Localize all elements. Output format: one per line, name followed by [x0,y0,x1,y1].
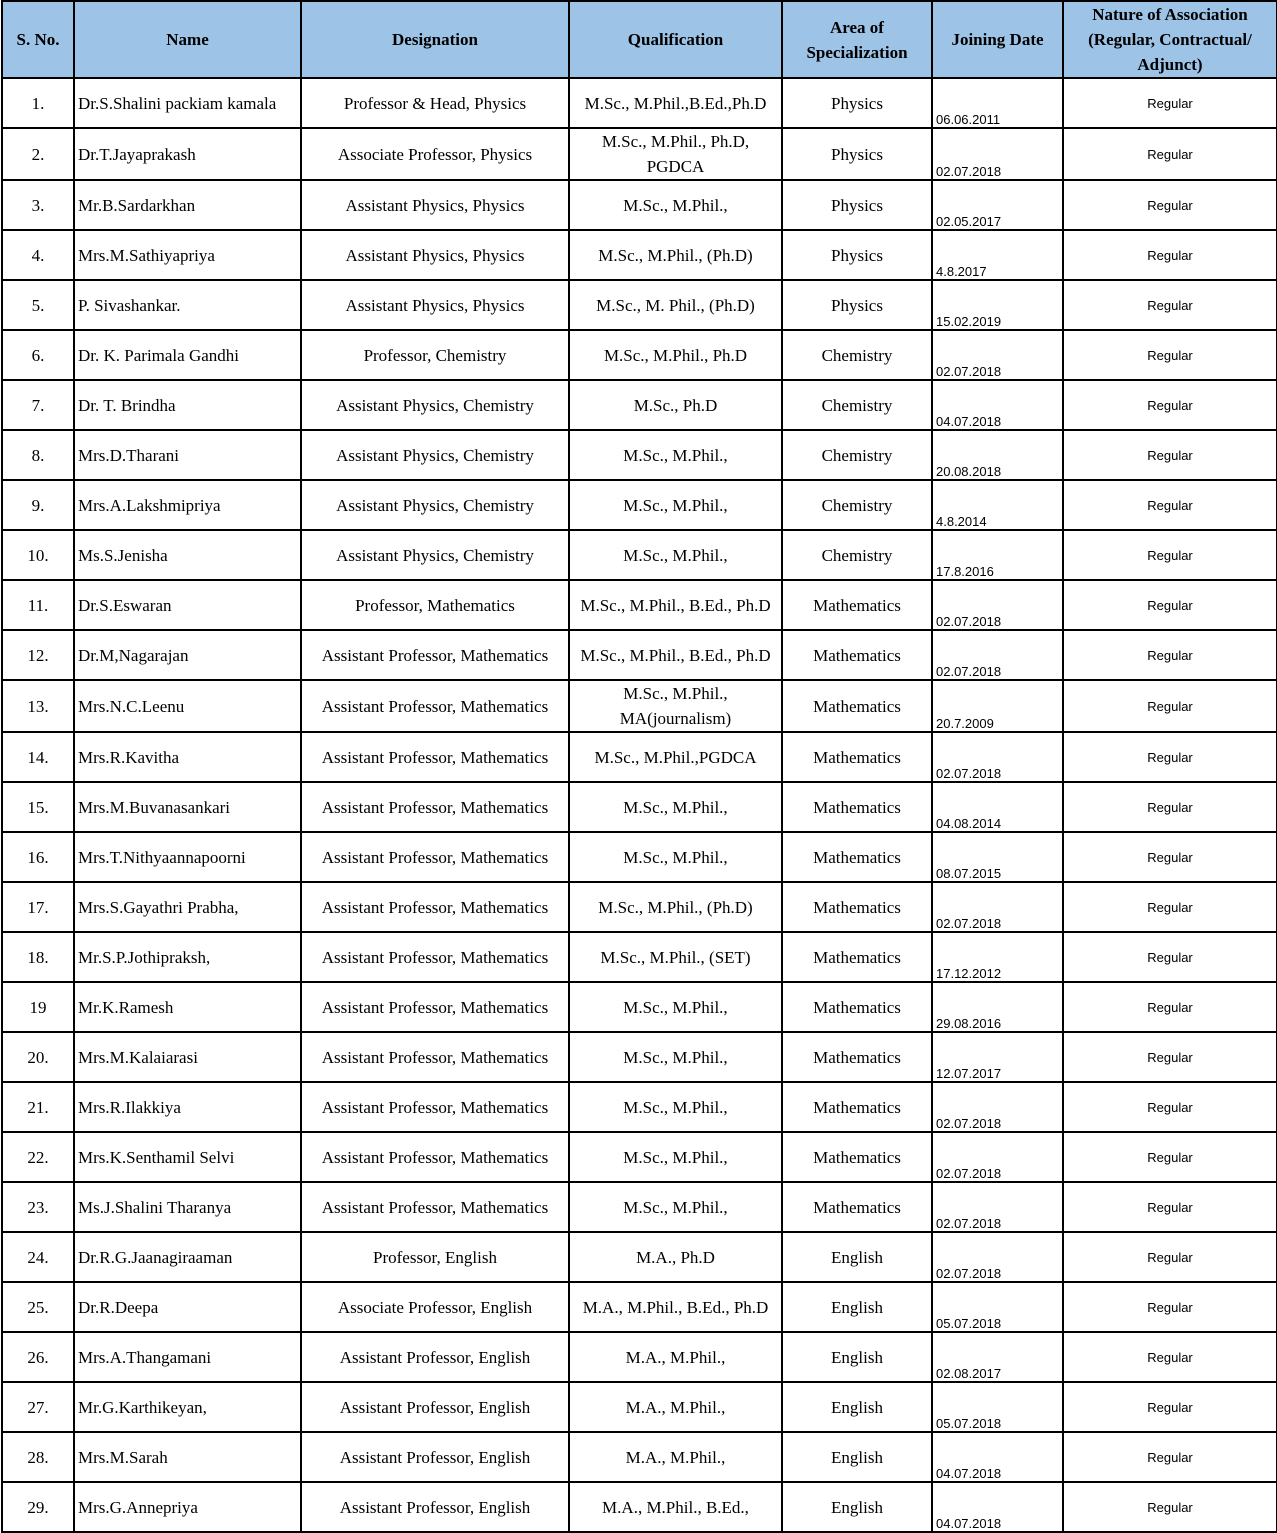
serial-number-cell: 18. [2,932,74,982]
nature-cell: Regular [1063,882,1277,932]
joining-date-cell: 04.08.2014 [932,782,1063,832]
table-row [2,1282,1277,1332]
specialization-cell: Mathematics [782,782,932,832]
nature-cell: Regular [1063,1132,1277,1182]
qualification-cell: M.Sc., M.Phil., (Ph.D) [569,230,782,280]
designation-cell: Professor, Chemistry [301,330,569,380]
serial-number-cell: 29. [2,1482,74,1532]
qualification-cell: M.Sc., M.Phil., MA(journalism) [569,680,782,732]
name-cell: Mrs.K.Senthamil Selvi [74,1132,301,1182]
serial-number-cell: 19 [2,982,74,1032]
qualification-cell: M.Sc., M.Phil., [569,1132,782,1182]
table-row [2,1182,1277,1232]
table-row [2,580,1277,630]
name-cell: Mr.K.Ramesh [74,982,301,1032]
serial-number-cell: 5. [2,280,74,330]
specialization-cell: English [782,1482,932,1532]
header-joining-date: Joining Date [932,1,1063,78]
nature-cell: Regular [1063,782,1277,832]
table-row [2,380,1277,430]
name-cell: Mr.G.Karthikeyan, [74,1382,301,1432]
designation-cell: Professor, English [301,1232,569,1282]
table-row [2,782,1277,832]
specialization-cell: Mathematics [782,680,932,732]
nature-cell: Regular [1063,1082,1277,1132]
designation-cell: Assistant Physics, Physics [301,230,569,280]
nature-cell: Regular [1063,280,1277,330]
name-cell: Dr. T. Brindha [74,380,301,430]
specialization-cell: English [782,1382,932,1432]
designation-cell: Assistant Professor, Mathematics [301,832,569,882]
qualification-cell: M.Sc., M.Phil., [569,430,782,480]
specialization-cell: English [782,1432,932,1482]
name-cell: Mrs.R.Kavitha [74,732,301,782]
nature-cell: Regular [1063,380,1277,430]
table-header [2,1,1277,78]
designation-cell: Assistant Professor, Mathematics [301,732,569,782]
name-cell: Mrs.M.Sathiyapriya [74,230,301,280]
serial-number-cell: 27. [2,1382,74,1432]
nature-cell: Regular [1063,180,1277,230]
specialization-cell: Chemistry [782,430,932,480]
joining-date-cell: 4.8.2014 [932,480,1063,530]
designation-cell: Professor, Mathematics [301,580,569,630]
qualification-cell: M.Sc., M.Phil., B.Ed., Ph.D [569,630,782,680]
qualification-cell: M.Sc., M.Phil.,PGDCA [569,732,782,782]
designation-cell: Assistant Professor, Mathematics [301,1082,569,1132]
serial-number-cell: 8. [2,430,74,480]
nature-cell: Regular [1063,1332,1277,1382]
nature-cell: Regular [1063,1032,1277,1082]
serial-number-cell: 22. [2,1132,74,1182]
qualification-cell: M.A., M.Phil., [569,1332,782,1382]
name-cell: Mrs.M.Buvanasankari [74,782,301,832]
serial-number-cell: 15. [2,782,74,832]
joining-date-cell: 02.07.2018 [932,1082,1063,1132]
specialization-cell: Chemistry [782,530,932,580]
table-row [2,1382,1277,1432]
qualification-cell: M.Sc., M.Phil., [569,480,782,530]
name-cell: Mrs.D.Tharani [74,430,301,480]
serial-number-cell: 10. [2,530,74,580]
joining-date-cell: 02.07.2018 [932,580,1063,630]
qualification-cell: M.Sc., M.Phil., (Ph.D) [569,882,782,932]
table-row [2,932,1277,982]
name-cell: Mrs.T.Nithyaannapoorni [74,832,301,882]
name-cell: Mrs.M.Sarah [74,1432,301,1482]
nature-cell: Regular [1063,530,1277,580]
qualification-cell: M.Sc., M.Phil., [569,982,782,1032]
designation-cell: Assistant Professor, English [301,1432,569,1482]
designation-cell: Assistant Professor, Mathematics [301,932,569,982]
serial-number-cell: 13. [2,680,74,732]
serial-number-cell: 17. [2,882,74,932]
table-row [2,1132,1277,1182]
specialization-cell: Mathematics [782,832,932,882]
nature-cell: Regular [1063,580,1277,630]
table-row [2,1482,1277,1532]
name-cell: Mrs.A.Lakshmipriya [74,480,301,530]
nature-cell: Regular [1063,680,1277,732]
header-designation: Designation [301,1,569,78]
qualification-cell: M.Sc., M.Phil., B.Ed., Ph.D [569,580,782,630]
specialization-cell: Mathematics [782,1132,932,1182]
joining-date-cell: 02.07.2018 [932,330,1063,380]
joining-date-cell: 12.07.2017 [932,1032,1063,1082]
header-sno: S. No. [2,1,74,78]
table-row [2,882,1277,932]
name-cell: Dr. K. Parimala Gandhi [74,330,301,380]
joining-date-cell: 02.08.2017 [932,1332,1063,1382]
qualification-cell: M.Sc., M.Phil., [569,1082,782,1132]
designation-cell: Assistant Professor, Mathematics [301,680,569,732]
nature-cell: Regular [1063,230,1277,280]
serial-number-cell: 14. [2,732,74,782]
qualification-cell: M.Sc., M.Phil., [569,180,782,230]
designation-cell: Assistant Professor, Mathematics [301,1182,569,1232]
serial-number-cell: 20. [2,1032,74,1082]
serial-number-cell: 26. [2,1332,74,1382]
header-area-of-specialization: Area of Specialization [782,1,932,78]
serial-number-cell: 21. [2,1082,74,1132]
nature-cell: Regular [1063,732,1277,782]
faculty-table [1,0,1277,1533]
nature-cell: Regular [1063,430,1277,480]
serial-number-cell: 3. [2,180,74,230]
nature-cell: Regular [1063,128,1277,180]
qualification-cell: M.Sc., M.Phil., (SET) [569,932,782,982]
designation-cell: Assistant Professor, Mathematics [301,630,569,680]
designation-cell: Assistant Physics, Chemistry [301,380,569,430]
name-cell: Dr.T.Jayaprakash [74,128,301,180]
specialization-cell: English [782,1332,932,1382]
table-row [2,1232,1277,1282]
qualification-cell: M.Sc., M.Phil., [569,832,782,882]
designation-cell: Assistant Professor, Mathematics [301,982,569,1032]
specialization-cell: English [782,1232,932,1282]
joining-date-cell: 08.07.2015 [932,832,1063,882]
nature-cell: Regular [1063,480,1277,530]
designation-cell: Assistant Professor, Mathematics [301,882,569,932]
designation-cell: Assistant Professor, English [301,1482,569,1532]
name-cell: Mr.S.P.Jothipraksh, [74,932,301,982]
name-cell: Mr.B.Sardarkhan [74,180,301,230]
table-body [2,78,1277,1532]
name-cell: Ms.J.Shalini Tharanya [74,1182,301,1232]
specialization-cell: Physics [782,128,932,180]
nature-cell: Regular [1063,1482,1277,1532]
nature-cell: Regular [1063,1232,1277,1282]
name-cell: Dr.R.G.Jaanagiraaman [74,1232,301,1282]
specialization-cell: Physics [782,78,932,128]
header-name: Name [74,1,301,78]
nature-cell: Regular [1063,1182,1277,1232]
specialization-cell: Mathematics [782,1182,932,1232]
name-cell: Dr.S.Shalini packiam kamala [74,78,301,128]
designation-cell: Professor & Head, Physics [301,78,569,128]
table-row [2,180,1277,230]
nature-cell: Regular [1063,832,1277,882]
table-row [2,330,1277,380]
name-cell: Mrs.N.C.Leenu [74,680,301,732]
specialization-cell: Mathematics [782,580,932,630]
specialization-cell: Chemistry [782,330,932,380]
name-cell: Mrs.A.Thangamani [74,1332,301,1382]
joining-date-cell: 02.07.2018 [932,1132,1063,1182]
qualification-cell: M.Sc., M.Phil., [569,1182,782,1232]
qualification-cell: M.A., M.Phil., [569,1382,782,1432]
serial-number-cell: 4. [2,230,74,280]
serial-number-cell: 2. [2,128,74,180]
table-row [2,78,1277,128]
designation-cell: Assistant Professor, Mathematics [301,1032,569,1082]
specialization-cell: Mathematics [782,1082,932,1132]
joining-date-cell: 04.07.2018 [932,1482,1063,1532]
serial-number-cell: 23. [2,1182,74,1232]
joining-date-cell: 02.07.2018 [932,1232,1063,1282]
qualification-cell: M.Sc., Ph.D [569,380,782,430]
designation-cell: Assistant Physics, Physics [301,180,569,230]
qualification-cell: M.A., M.Phil., B.Ed., [569,1482,782,1532]
specialization-cell: Physics [782,230,932,280]
designation-cell: Associate Professor, Physics [301,128,569,180]
joining-date-cell: 17.12.2012 [932,932,1063,982]
specialization-cell: Physics [782,180,932,230]
specialization-cell: English [782,1282,932,1332]
nature-cell: Regular [1063,1432,1277,1482]
designation-cell: Associate Professor, English [301,1282,569,1332]
table-row [2,1082,1277,1132]
table-row [2,1032,1277,1082]
serial-number-cell: 24. [2,1232,74,1282]
joining-date-cell: 05.07.2018 [932,1382,1063,1432]
designation-cell: Assistant Physics, Chemistry [301,430,569,480]
serial-number-cell: 7. [2,380,74,430]
designation-cell: Assistant Professor, English [301,1382,569,1432]
nature-cell: Regular [1063,630,1277,680]
qualification-cell: M.Sc., M.Phil., Ph.D [569,330,782,380]
table-row [2,230,1277,280]
nature-cell: Regular [1063,78,1277,128]
serial-number-cell: 11. [2,580,74,630]
serial-number-cell: 16. [2,832,74,882]
serial-number-cell: 6. [2,330,74,380]
designation-cell: Assistant Professor, Mathematics [301,782,569,832]
serial-number-cell: 25. [2,1282,74,1332]
serial-number-cell: 28. [2,1432,74,1482]
qualification-cell: M.A., Ph.D [569,1232,782,1282]
specialization-cell: Physics [782,280,932,330]
designation-cell: Assistant Physics, Chemistry [301,530,569,580]
joining-date-cell: 05.07.2018 [932,1282,1063,1332]
specialization-cell: Mathematics [782,932,932,982]
joining-date-cell: 02.07.2018 [932,128,1063,180]
specialization-cell: Mathematics [782,1032,932,1082]
header-row [2,1,1277,78]
name-cell: Dr.R.Deepa [74,1282,301,1332]
table-row [2,630,1277,680]
table-row [2,732,1277,782]
joining-date-cell: 04.07.2018 [932,1432,1063,1482]
name-cell: Mrs.M.Kalaiarasi [74,1032,301,1082]
specialization-cell: Mathematics [782,732,932,782]
table-row [2,982,1277,1032]
joining-date-cell: 4.8.2017 [932,230,1063,280]
table-row [2,128,1277,180]
designation-cell: Assistant Physics, Chemistry [301,480,569,530]
joining-date-cell: 02.05.2017 [932,180,1063,230]
table-row [2,480,1277,530]
table-row [2,430,1277,480]
header-qualification: Qualification [569,1,782,78]
joining-date-cell: 17.8.2016 [932,530,1063,580]
joining-date-cell: 02.07.2018 [932,1182,1063,1232]
name-cell: P. Sivashankar. [74,280,301,330]
name-cell: Dr.S.Eswaran [74,580,301,630]
nature-cell: Regular [1063,982,1277,1032]
designation-cell: Assistant Physics, Physics [301,280,569,330]
table-row [2,280,1277,330]
name-cell: Dr.M,Nagarajan [74,630,301,680]
qualification-cell: M.A., M.Phil., B.Ed., Ph.D [569,1282,782,1332]
qualification-cell: M.Sc., M.Phil.,B.Ed.,Ph.D [569,78,782,128]
joining-date-cell: 29.08.2016 [932,982,1063,1032]
designation-cell: Assistant Professor, English [301,1332,569,1382]
specialization-cell: Mathematics [782,630,932,680]
joining-date-cell: 04.07.2018 [932,380,1063,430]
qualification-cell: M.A., M.Phil., [569,1432,782,1482]
joining-date-cell: 06.06.2011 [932,78,1063,128]
nature-cell: Regular [1063,1282,1277,1332]
header-nature-of-association: Nature of Association (Regular, Contractual/ Adjunct) [1063,1,1277,78]
joining-date-cell: 20.7.2009 [932,680,1063,732]
qualification-cell: M.Sc., M.Phil., [569,530,782,580]
name-cell: Mrs.S.Gayathri Prabha, [74,882,301,932]
specialization-cell: Chemistry [782,480,932,530]
specialization-cell: Mathematics [782,982,932,1032]
joining-date-cell: 02.07.2018 [932,630,1063,680]
qualification-cell: M.Sc., M.Phil., [569,1032,782,1082]
nature-cell: Regular [1063,1382,1277,1432]
serial-number-cell: 12. [2,630,74,680]
name-cell: Ms.S.Jenisha [74,530,301,580]
qualification-cell: M.Sc., M.Phil., Ph.D, PGDCA [569,128,782,180]
designation-cell: Assistant Professor, Mathematics [301,1132,569,1182]
specialization-cell: Chemistry [782,380,932,430]
name-cell: Mrs.G.Annepriya [74,1482,301,1532]
table-row [2,530,1277,580]
table-row [2,1332,1277,1382]
joining-date-cell: 02.07.2018 [932,882,1063,932]
serial-number-cell: 1. [2,78,74,128]
joining-date-cell: 20.08.2018 [932,430,1063,480]
table-row [2,1432,1277,1482]
table-row [2,832,1277,882]
table-row [2,680,1277,732]
nature-cell: Regular [1063,330,1277,380]
serial-number-cell: 9. [2,480,74,530]
qualification-cell: M.Sc., M. Phil., (Ph.D) [569,280,782,330]
joining-date-cell: 02.07.2018 [932,732,1063,782]
specialization-cell: Mathematics [782,882,932,932]
name-cell: Mrs.R.Ilakkiya [74,1082,301,1132]
nature-cell: Regular [1063,932,1277,982]
qualification-cell: M.Sc., M.Phil., [569,782,782,832]
joining-date-cell: 15.02.2019 [932,280,1063,330]
